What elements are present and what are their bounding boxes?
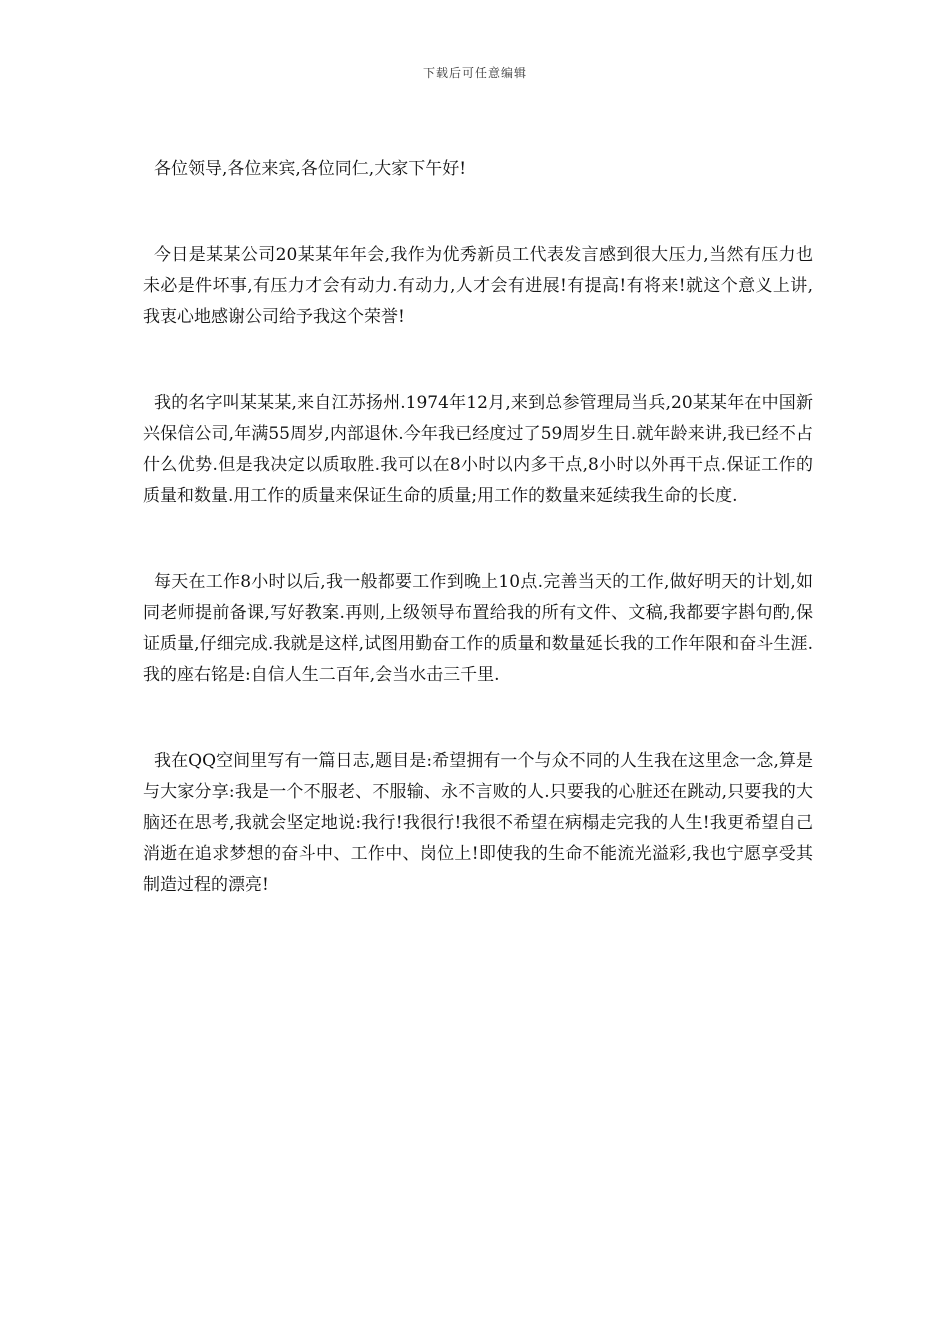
paragraph-greeting: 各位领导,各位来宾,各位同仁,大家下午好! [154, 159, 467, 179]
paragraph-qq-diary: 我在QQ空间里写有一篇日志,题目是:希望拥有一个与众不同的人生我在这里念一念,算是与大家分享:我是一个不服老、不服输、永不言败的人.只要我的心脏还在跳动,只要我的大脑还在思考,我就会坚定地说:我行!我很行!我很不希望在病榻走完我的人生!我更希望自己消逝在追求梦想的奋斗中、工作中、岗位上!即使我的生命不能流光溢彩,我也宁愿享受其制造过程的漂亮! [143, 751, 813, 895]
document-body [143, 154, 813, 901]
paragraph-self-introduction: 我的名字叫某某某,来自江苏扬州.1974年12月,来到总参管理局当兵,20某某年在中国新兴保信公司,年满55周岁,内部退休.今年我已经度过了59周岁生日.就年龄来讲,我已经不占什么优势.但是我决定以质取胜.我可以在8小时以内多干点,8小时以外再干点.保证工作的质量和数量.用工作的质量来保证生命的质量;用工作的数量来延续我生命的长度. [143, 393, 813, 506]
paragraph-annual-meeting: 今日是某某公司20某某年年会,我作为优秀新员工代表发言感到很大压力,当然有压力也未必是件坏事,有压力才会有动力.有动力,人才会有进展!有提高!有将来!就这个意义上讲,我衷心地感谢公司给予我这个荣誉! [143, 245, 813, 327]
page-header: 下载后可任意编辑 [422, 66, 527, 80]
paragraph-daily-work: 每天在工作8小时以后,我一般都要工作到晚上10点.完善当天的工作,做好明天的计划,如同老师提前备课,写好教案.再则,上级领导布置给我的所有文件、文稿,我都要字斟句酌,保证质量,仔细完成.我就是这样,试图用勤奋工作的质量和数量延长我的工作年限和奋斗生涯.我的座右铭是:自信人生二百年,会当水击三千里. [143, 572, 813, 685]
